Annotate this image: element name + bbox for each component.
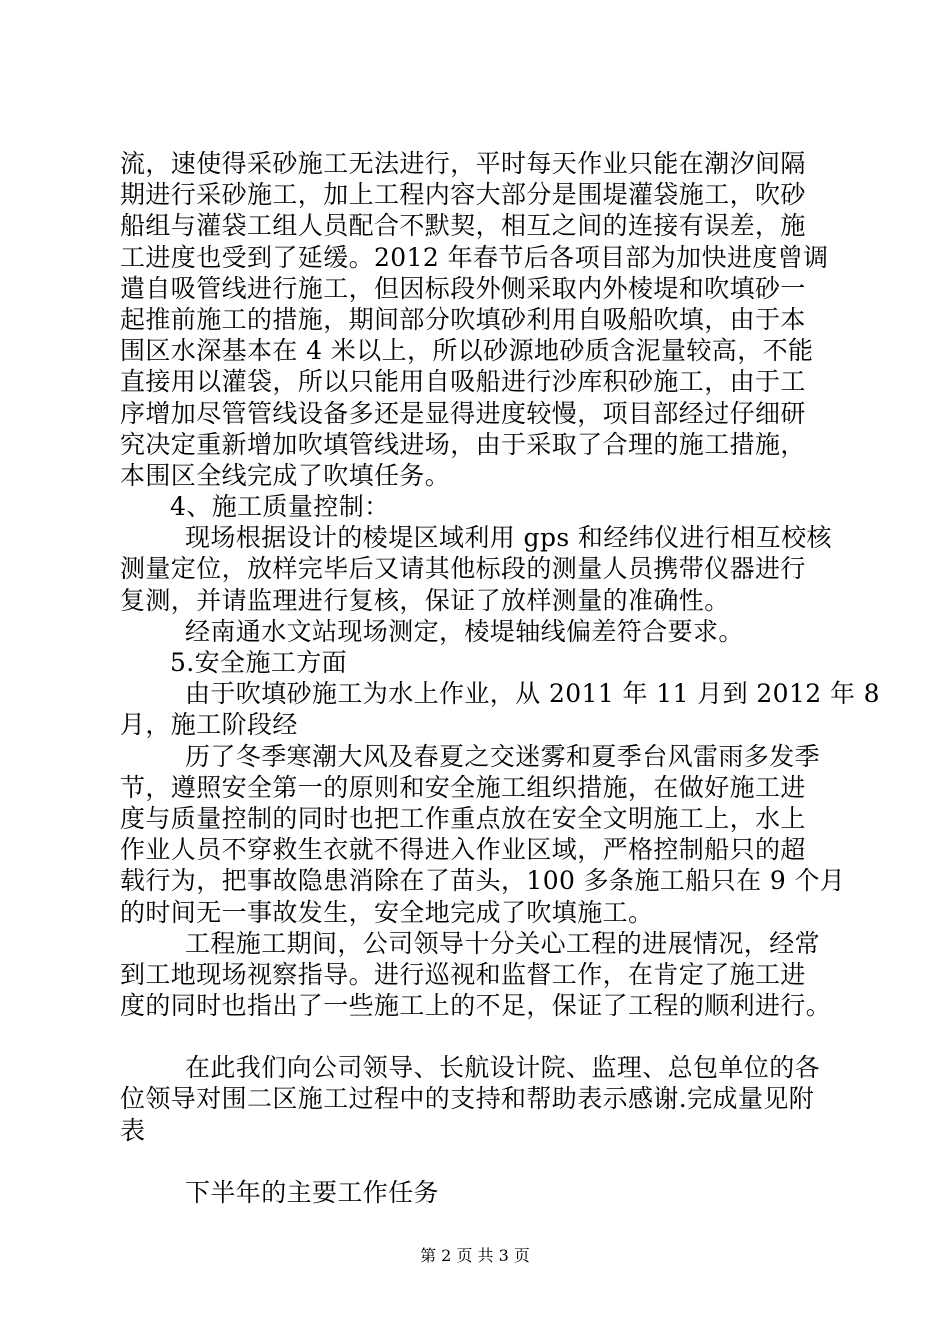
text-line: 测量定位，放样完毕后又请其他标段的测量人员携带仪器进行 [120, 554, 806, 584]
text-line: 工程施工期间，公司领导十分关心工程的进展情况，经常 [185, 928, 821, 958]
page-number-footer: 第 2 页 共 3 页 [420, 1246, 530, 1265]
text-line: 遣自吸管线进行施工，但因标段外侧采取内外棱堤和吹填砂一 [120, 273, 806, 303]
text-line: 序增加尽管管线设备多还是显得进度较慢，项目部经过仔细研 [120, 398, 806, 428]
paragraph-gap [120, 1146, 840, 1177]
text-line: 船组与灌袋工组人员配合不默契，相互之间的连接有误差，施 [120, 211, 806, 241]
document-body [120, 148, 880, 1208]
text-line: 究决定重新增加吹填管线进场，由于采取了合理的施工措施， [120, 429, 806, 459]
text-line: 载行为，把事故隐患消除在了苗头，100 多条施工船只在 9 个月 [120, 866, 846, 896]
paragraph-gap [120, 1021, 840, 1052]
text-line: 度与质量控制的同时也把工作重点放在安全文明施工上，水上 [120, 803, 806, 833]
text-line: 度的同时也指出了一些施工上的不足，保证了工程的顺利进行。 [120, 991, 832, 1021]
section-heading: 下半年的主要工作任务 [185, 1177, 440, 1207]
text-line: 本围区全线完成了吹填任务。 [120, 460, 451, 490]
text-line: 到工地现场视察指导。进行巡视和监督工作，在肯定了施工进 [120, 959, 806, 989]
text-line: 现场根据设计的棱堤区域利用 gps 和经纬仪进行相互校核 [185, 523, 832, 553]
section-heading: 5.安全施工方面 [170, 648, 348, 677]
text-line: 直接用以灌袋，所以只能用自吸船进行沙库积砂施工，由于工 [120, 367, 806, 397]
section-heading: 4、施工质量控制： [170, 492, 390, 522]
text-line: 位领导对围二区施工过程中的支持和帮助表示感谢.完成量见附 [120, 1084, 815, 1114]
text-line: 期进行采砂施工，加上工程内容大部分是围堤灌袋施工，吹砂 [120, 180, 806, 210]
text-line: 节，遵照安全第一的原则和安全施工组织措施，在做好施工进 [120, 772, 806, 802]
text-line: 流，速使得采砂施工无法进行，平时每天作业只能在潮汐间隔 [120, 149, 806, 178]
text-line: 经南通水文站现场测定，棱堤轴线偏差符合要求。 [185, 616, 744, 646]
text-line: 工进度也受到了延缓。2012 年春节后各项目部为加快进度曾调 [120, 242, 829, 272]
text-line: 复测，并请监理进行复核，保证了放样测量的准确性。 [120, 585, 730, 615]
text-line: 的时间无一事故发生，安全地完成了吹填施工。 [120, 897, 654, 927]
text-line: 在此我们向公司领导、长航设计院、监理、总包单位的各 [185, 1053, 821, 1083]
text-line: 由于吹填砂施工为水上作业，从 2011 年 11 月到 2012 年 8 [185, 679, 880, 709]
text-line: 围区水深基本在 4 米以上，所以砂源地砂质含泥量较高，不能 [120, 336, 814, 366]
text-line: 表 [120, 1115, 146, 1145]
text-line: 作业人员不穿救生衣就不得进入作业区域，严格控制船只的超 [120, 835, 806, 865]
text-line: 历了冬季寒潮大风及春夏之交迷雾和夏季台风雷雨多发季 [185, 741, 821, 771]
text-line: 起推前施工的措施，期间部分吹填砂利用自吸船吹填，由于本 [120, 304, 806, 334]
text-line: 月，施工阶段经 [120, 710, 298, 740]
